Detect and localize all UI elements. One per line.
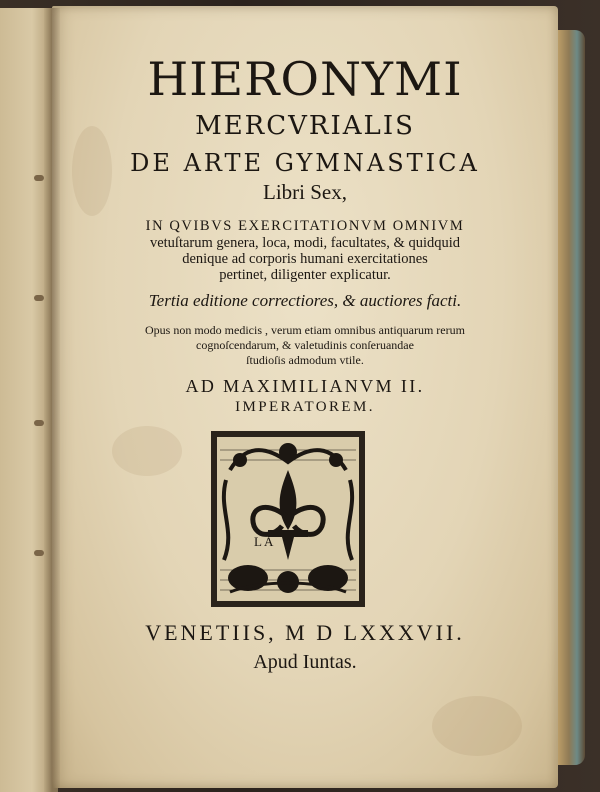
books-count: Libri Sex, xyxy=(263,180,347,204)
binding-stitch xyxy=(34,420,44,426)
binding-stitch xyxy=(34,295,44,301)
binding-stitch xyxy=(34,175,44,181)
author-first-name: HIERONYMI xyxy=(147,52,463,106)
page-gutter xyxy=(44,8,60,792)
paper-stain xyxy=(112,426,182,476)
audience-line: Opus non modo medicis , verum etiam omnibus antiquarum rerum xyxy=(145,323,465,337)
description-line: pertinet, diligenter explicatur. xyxy=(219,267,391,283)
device-initials: L A xyxy=(254,534,274,549)
imprint-place-date: VENETIIS, M D LXXXVII. xyxy=(145,620,465,645)
author-surname: MERCVRIALIS xyxy=(195,111,415,141)
binding-stitch xyxy=(34,550,44,556)
edition-note: Tertia editione correctiores, & auctiores facti. xyxy=(148,291,462,310)
dedication-title: IMPERATOREM. xyxy=(235,399,375,415)
description-line: IN QVIBVS EXERCITATIONVM OMNIVM xyxy=(145,218,465,234)
description-line: denique ad corporis humani exercitationes xyxy=(182,251,428,267)
imprint-publisher: Apud Iuntas. xyxy=(253,651,357,673)
audience-line: cognoſcendarum, & valetudinis conſeruandae xyxy=(196,338,414,352)
work-title: DE ARTE GYMNASTICA xyxy=(130,149,480,177)
printers-device-woodcut xyxy=(210,430,366,608)
dedication: AD MAXIMILIANVM II. xyxy=(185,376,425,396)
paper-stain xyxy=(432,696,522,756)
description-line: vetuſtarum genera, loca, modi, facultates, & quidquid xyxy=(149,235,461,251)
audience-line: ſtudioſis admodum vtile. xyxy=(246,353,364,367)
title-page xyxy=(52,6,558,788)
